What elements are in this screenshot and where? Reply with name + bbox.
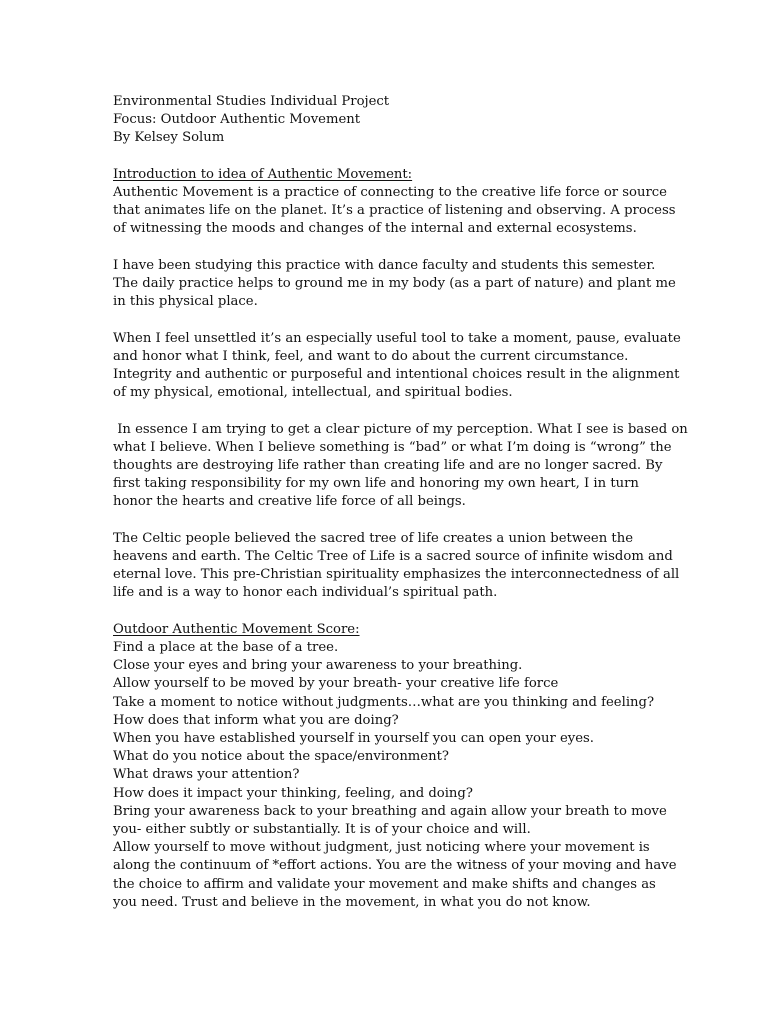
paragraph-line: eternal love. This pre-Christian spirituality emphasizes the interconnectedness of all [113,567,680,583]
score-line: Allow yourself to be moved by your breath- your creative life force [113,676,559,692]
paragraph-line: heavens and earth. The Celtic Tree of Life is a sacred source of infinite wisdom and [113,549,673,564]
score-line: What draws your attention? [113,767,300,783]
document-author: By Kelsey Solum [113,130,225,146]
paragraph-line: The Celtic people believed the sacred tree of life creates a union between the [113,530,634,546]
intro-line: that animates life on the planet. It’s a practice of listening and observing. A process [113,203,676,219]
score-line: When you have established yourself in yourself you can open your eyes. [113,731,595,747]
paragraph-line: first taking responsibility for my own life and honoring my own heart, I in turn [113,476,639,492]
paragraph-line: I have been studying this practice with dance faculty and students this semester. [113,257,656,273]
spacer [113,148,661,166]
score-line: along the continuum of *effort actions. You are the witness of your moving and have [113,858,677,874]
score-line: you- either subtly or substantially. It is of your choice and will. [113,822,531,838]
intro-heading: Introduction to idea of Authentic Movement: [113,166,413,182]
paragraph-study-practice [113,257,676,312]
paragraph-celtic [113,530,680,603]
score-line: Close your eyes and bring your awareness to your breathing. [113,658,523,674]
score-line: Take a moment to notice without judgments…what are you thinking and feeling? [113,694,655,710]
spacer [113,402,661,420]
paragraph-line: and honor what I think, feel, and want to do about the current circumstance. [113,348,629,364]
paragraph-perception [113,421,688,512]
score-heading: Outdoor Authentic Movement Score: [113,621,360,637]
paragraph-line: When I feel unsettled it’s an especially useful tool to take a moment, pause, evaluate [113,330,681,346]
document-focus: Focus: Outdoor Authentic Movement [113,112,361,128]
score-line: Bring your awareness back to your breathing and again allow your breath to move [113,803,667,819]
score-line: Find a place at the base of a tree. [113,640,339,655]
intro-line: of witnessing the moods and changes of the internal and external ecosystems. [113,221,637,237]
paragraph-line: what I believe. When I believe something is “bad” or what I’m doing is “wrong” the [113,439,672,455]
score-line: Allow yourself to move without judgment, just noticing where your movement is [113,840,650,856]
paragraph-line: The daily practice helps to ground me in my body (as a part of nature) and plant me [113,276,676,291]
document-header [113,93,661,148]
paragraph-line: honor the hearts and creative life force of all beings. [113,494,466,510]
score-line: the choice to affirm and validate your movement and make shifts and changes as [113,876,656,892]
paragraph-line: Integrity and authentic or purposeful and intentional choices result in the alignment [113,367,680,382]
spacer [113,311,661,329]
spacer [113,603,661,621]
score-line: How does that inform what you are doing? [113,712,399,728]
paragraph-line: thoughts are destroying life rather than creating life and are no longer sacred. By [113,458,663,473]
paragraph-unsettled [113,330,681,403]
paragraph-line: In essence I am trying to get a clear picture of my perception. What I see is based on [113,421,688,437]
score-line: How does it impact your thinking, feeling, and doing? [113,785,473,801]
intro-line: Authentic Movement is a practice of connecting to the creative life force or source [113,185,667,200]
spacer [113,239,661,257]
document-title: Environmental Studies Individual Project [113,94,390,109]
document-page [113,93,688,912]
score-section [113,621,677,912]
paragraph-line: in this physical place. [113,294,258,310]
score-line: you need. Trust and believe in the movement, in what you do not know. [113,894,591,910]
score-line: What do you notice about the space/environment? [113,749,449,765]
paragraph-line: of my physical, emotional, intellectual, and spiritual bodies. [113,385,513,401]
intro-section [113,166,676,239]
spacer [113,512,661,530]
paragraph-line: life and is a way to honor each individual’s spiritual path. [113,585,498,601]
